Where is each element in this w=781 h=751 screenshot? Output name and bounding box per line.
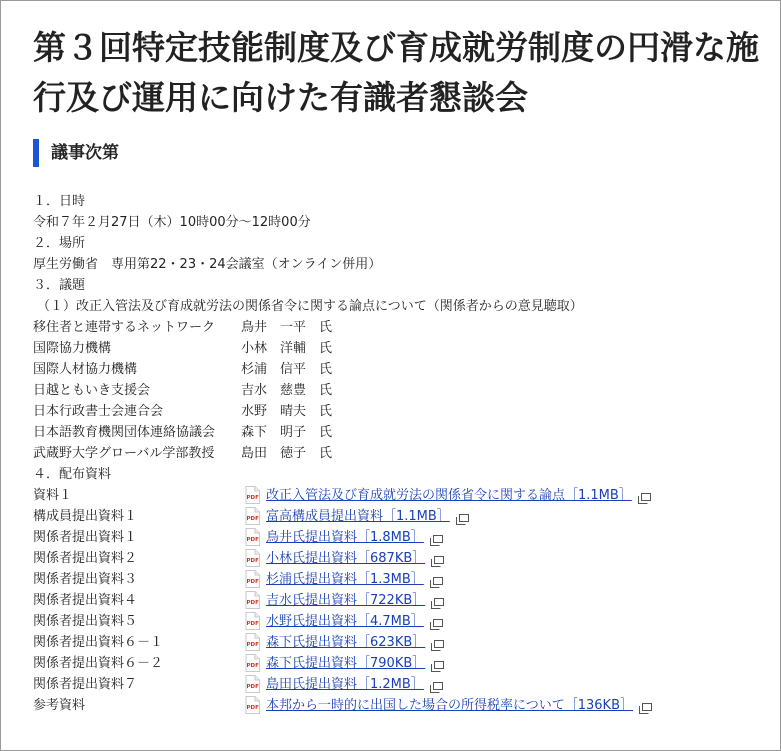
participant-name: 水野 晴夫 氏 <box>241 404 333 419</box>
pdf-file-icon <box>245 612 260 630</box>
material-link[interactable]: 鳥井氏提出資料［1.8MB］ <box>266 530 424 545</box>
participant-row <box>33 443 773 464</box>
new-window-icon <box>431 658 444 669</box>
material-row <box>33 674 773 695</box>
material-label: 構成員提出資料１ <box>33 509 138 524</box>
svg-text:PDF: PDF <box>246 599 259 606</box>
material-label: 資料１ <box>33 488 73 503</box>
material-row <box>33 632 773 653</box>
material-row <box>33 527 773 548</box>
svg-text:PDF: PDF <box>246 536 259 543</box>
agenda-heading: ３．議題 <box>33 278 86 293</box>
agenda-item: （１）改正入管法及び育成就労法の関係省令に関する論点について（関係者からの意見聴取） <box>37 299 583 314</box>
svg-text:PDF: PDF <box>246 578 259 585</box>
material-row <box>33 695 773 716</box>
pdf-file-icon <box>245 549 260 567</box>
pdf-file-icon <box>245 654 260 672</box>
page-title: 第３回特定技能制度及び育成就労制度の円滑な施行及び運用に向けた有識者懇談会 <box>33 28 759 117</box>
svg-text:PDF: PDF <box>246 683 259 690</box>
place-heading: ２．場所 <box>33 236 86 251</box>
svg-text:PDF: PDF <box>246 557 259 564</box>
material-row <box>33 548 773 569</box>
participant-org: 日本語教育機関団体連絡協議会 <box>33 425 216 440</box>
svg-text:PDF: PDF <box>246 641 259 648</box>
svg-text:PDF: PDF <box>246 662 259 669</box>
material-link[interactable]: 本邦から一時的に出国した場合の所得税率について［136KB］ <box>266 698 633 713</box>
material-row <box>33 506 773 527</box>
pdf-file-icon <box>245 570 260 588</box>
place-value: 厚生労働省 専用第22・23・24会議室（オンライン併用） <box>33 257 382 272</box>
new-window-icon <box>431 553 444 564</box>
participant-org: 国際協力機構 <box>33 341 112 356</box>
participant-row <box>33 401 773 422</box>
pdf-file-icon <box>245 696 260 714</box>
new-window-icon <box>430 679 443 690</box>
material-link[interactable]: 島田氏提出資料［1.2MB］ <box>266 677 424 692</box>
material-row <box>33 590 773 611</box>
material-label: 関係者提出資料６－２ <box>33 656 164 671</box>
participant-row <box>33 422 773 443</box>
participant-name: 森下 明子 氏 <box>241 425 333 440</box>
material-link[interactable]: 森下氏提出資料［623KB］ <box>266 635 426 650</box>
svg-text:PDF: PDF <box>246 515 259 522</box>
pdf-file-icon <box>245 675 260 693</box>
material-label: 関係者提出資料３ <box>33 572 138 587</box>
material-label: 関係者提出資料４ <box>33 593 138 608</box>
material-row <box>33 485 773 506</box>
material-label: 関係者提出資料５ <box>33 614 138 629</box>
new-window-icon <box>639 700 652 711</box>
pdf-file-icon <box>245 507 260 525</box>
new-window-icon <box>431 637 444 648</box>
participant-row <box>33 338 773 359</box>
pdf-file-icon <box>245 633 260 651</box>
pdf-file-icon <box>245 528 260 546</box>
svg-text:PDF: PDF <box>246 620 259 627</box>
date-heading: １．日時 <box>33 194 86 209</box>
participant-org: 日本行政書士会連合会 <box>33 404 164 419</box>
participant-row <box>33 317 773 338</box>
material-row <box>33 653 773 674</box>
material-label: 関係者提出資料１ <box>33 530 138 545</box>
materials-heading: ４．配布資料 <box>33 467 112 482</box>
material-label: 関係者提出資料２ <box>33 551 138 566</box>
material-link[interactable]: 森下氏提出資料［790KB］ <box>266 656 426 671</box>
participant-name: 吉水 慈豊 氏 <box>241 383 333 398</box>
participant-name: 小林 洋輔 氏 <box>241 341 333 356</box>
materials-list <box>33 485 773 716</box>
pdf-file-icon <box>245 591 260 609</box>
material-link[interactable]: 水野氏提出資料［4.7MB］ <box>266 614 424 629</box>
section-heading: 議事次第 <box>33 139 119 167</box>
new-window-icon <box>430 574 443 585</box>
material-row <box>33 569 773 590</box>
participant-org: 日越ともいき支援会 <box>33 383 151 398</box>
svg-text:PDF: PDF <box>246 704 259 711</box>
material-link[interactable]: 小林氏提出資料［687KB］ <box>266 551 426 566</box>
participant-name: 鳥井 一平 氏 <box>241 320 333 335</box>
agenda-body <box>33 191 773 716</box>
participant-row <box>33 380 773 401</box>
new-window-icon <box>430 532 443 543</box>
participant-org: 武蔵野大学グローバル学部教授 <box>33 446 215 461</box>
material-label: 関係者提出資料７ <box>33 677 138 692</box>
participant-row <box>33 359 773 380</box>
svg-text:PDF: PDF <box>246 494 259 501</box>
participant-org: 移住者と連帯するネットワーク <box>33 320 216 335</box>
material-link[interactable]: 富高構成員提出資料［1.1MB］ <box>266 509 450 524</box>
date-value: 令和７年２月27日（木）10時00分～12時00分 <box>33 215 311 230</box>
participant-list <box>33 317 773 464</box>
new-window-icon <box>430 616 443 627</box>
participant-name: 島田 徳子 氏 <box>241 446 333 461</box>
material-label: 関係者提出資料６－１ <box>33 635 164 650</box>
participant-name: 杉浦 信平 氏 <box>241 362 333 377</box>
material-link[interactable]: 吉水氏提出資料［722KB］ <box>266 593 426 608</box>
material-row <box>33 611 773 632</box>
material-link[interactable]: 杉浦氏提出資料［1.3MB］ <box>266 572 424 587</box>
material-link[interactable]: 改正入管法及び育成就労法の関係省令に関する論点［1.1MB］ <box>266 488 632 503</box>
new-window-icon <box>431 595 444 606</box>
new-window-icon <box>456 511 469 522</box>
participant-org: 国際人材協力機構 <box>33 362 138 377</box>
material-label: 参考資料 <box>33 698 86 713</box>
new-window-icon <box>638 490 651 501</box>
pdf-file-icon <box>245 486 260 504</box>
